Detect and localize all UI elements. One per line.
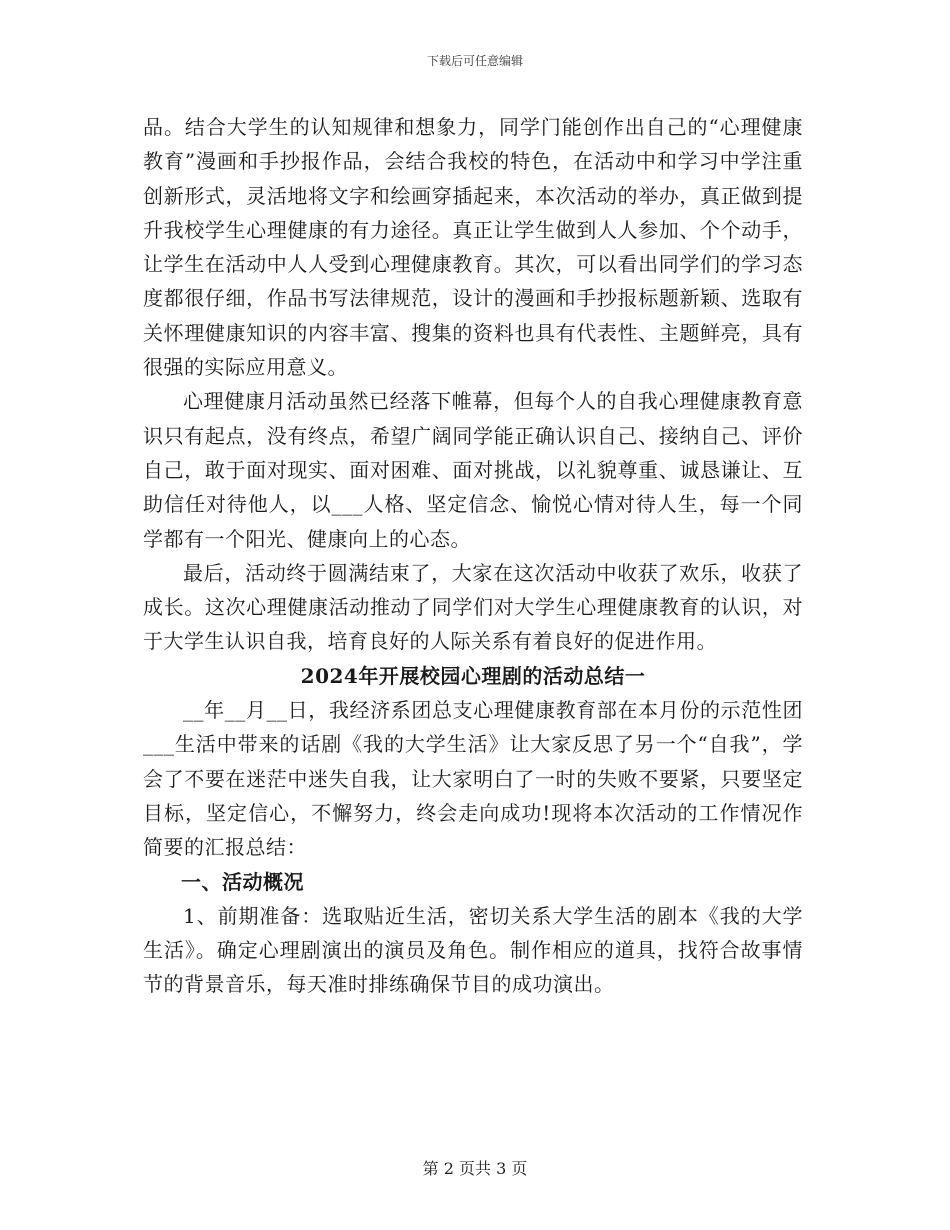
paragraph-mental-health-month: 心理健康月活动虽然已经落下帷幕，但每个人的自我心理健康教育意识只有起点，没有终点，希望广阔同学能正确认识自己、接纳自己、评价自己，敢于面对现实、面对困难、面对挑战，以礼貌尊重、诚恳谦让、互助信任对待他人，以___人格、坚定信念、愉悦心情对待人生，每一个同学都有一个阳光、健康向上的心态。 — [143, 389, 803, 551]
section-heading-overview: 一、活动概况 — [181, 869, 304, 894]
paragraph-introduction: __年__月__日，我经济系团总支心理健康教育部在本月份的示范性团___生活中带来的话剧《我的大学生活》让大家反思了另一个“自我”，学会了不要在迷茫中迷失自我，让大家明白了一时的失败不要紧，只要坚定目标，坚定信心，不懈努力，终会走向成功!现将本次活动的工作情况作简要的汇报总结： — [143, 698, 803, 860]
paragraph-conclusion: 最后，活动终于圆满结束了，大家在这次活动中收获了欢乐，收获了成长。这次心理健康活动推动了同学们对大学生心理健康教育的认识，对于大学生认识自我，培育良好的人际关系有着良好的促进作用。 — [143, 560, 803, 654]
document-body — [143, 110, 803, 1002]
page-number: 第 2 页共 3 页 — [422, 1159, 528, 1178]
page-header-note: 下载后可任意编辑 — [426, 54, 523, 68]
paragraph-preparation: 1、前期准备：选取贴近生活，密切关系大学生活的剧本《我的大学生活》。确定心理剧演出的演员及角色。制作相应的道具，找符合故事情节的背景音乐，每天准时排练确保节目的成功演出。 — [143, 903, 803, 997]
paragraph-continued: 品。结合大学生的认知规律和想象力，同学门能创作出自己的“心理健康教育”漫画和手抄报作品，会结合我校的特色，在活动中和学习中学注重创新形式，灵活地将文字和绘画穿插起来，本次活动的举办，真正做到提升我校学生心理健康的有力途径。真正让学生做到人人参加、个个动手，让学生在活动中人人受到心理健康教育。其次，可以看出同学们的学习态度都很仔细，作品书写法律规范，设计的漫画和手抄报标题新颖、选取有关怀理健康知识的内容丰富、搜集的资料也具有代表性、主题鲜亮，具有很强的实际应用意义。 — [143, 115, 803, 380]
document-title: 2024年开展校园心理剧的活动总结一 — [300, 663, 646, 688]
